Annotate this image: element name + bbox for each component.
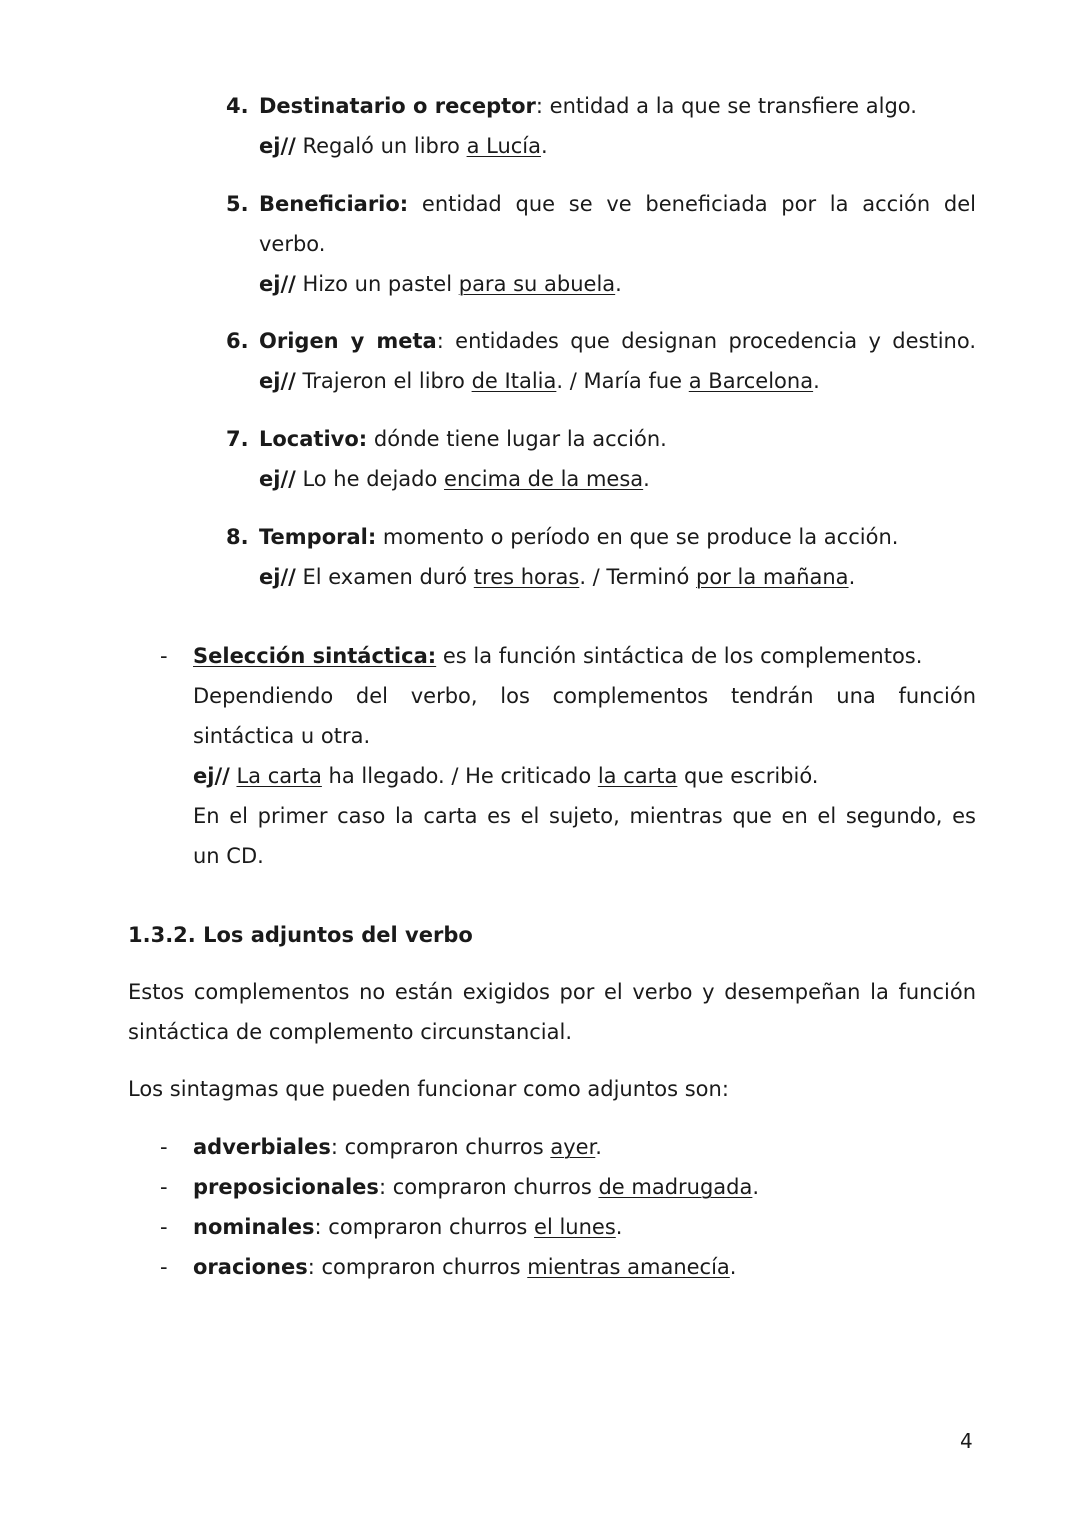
paragraph-adjuntos-intro <box>128 972 976 1052</box>
seleccion-text: En el primer caso la carta es el sujeto, mientras que en el segundo, es <box>193 804 976 828</box>
list-term: preposicionales <box>193 1175 379 1199</box>
example-label: ej// <box>259 467 296 491</box>
list-text: : compraron churros <box>314 1215 535 1239</box>
example-text: que escribió. <box>677 764 819 788</box>
list-underlined: de madrugada <box>598 1175 753 1199</box>
example-label: ej// <box>259 565 296 589</box>
list-text: . <box>595 1135 602 1159</box>
item-term: Origen y meta <box>259 329 437 353</box>
section-heading: 1.3.2. Los adjuntos del verbo <box>128 923 473 947</box>
example-text: . <box>615 272 622 296</box>
example-label: ej// <box>259 134 296 158</box>
example-underlined: la carta <box>597 764 678 788</box>
seleccion-sintactica-block <box>160 636 976 876</box>
list-text: . <box>729 1255 737 1279</box>
paragraph-line: sintáctica de complemento circunstancial. <box>128 1020 573 1044</box>
item-definition: : entidad a la que se transfiere algo. <box>535 94 917 118</box>
example-text: Trajeron el libro <box>295 369 472 393</box>
example-label: ej// <box>193 764 230 788</box>
example-text: ha llegado. / He criticado <box>321 764 598 788</box>
example-underlined: a Lucía <box>466 134 542 158</box>
example-underlined: por la mañana <box>696 565 849 589</box>
example-underlined: La carta <box>236 764 322 788</box>
page-number: 4 <box>960 1429 973 1453</box>
list-item <box>160 1127 602 1167</box>
list-text: : compraron churros <box>330 1135 551 1159</box>
list-term: nominales <box>193 1215 315 1239</box>
list-term: adverbiales <box>193 1135 331 1159</box>
list-text: . <box>615 1215 623 1239</box>
numbered-item-7 <box>226 419 976 499</box>
list-item <box>160 1167 759 1207</box>
item-definition: dónde tiene lugar la acción. <box>367 427 667 451</box>
item-number: 8. <box>226 525 249 549</box>
seleccion-text: sintáctica u otra. <box>193 724 371 748</box>
list-dash: - <box>160 1255 168 1279</box>
example-label: ej// <box>259 369 296 393</box>
example-underlined: encima de la mesa <box>444 467 644 491</box>
example-text: . / Terminó <box>579 565 696 589</box>
list-dash: - <box>160 1175 168 1199</box>
item-term: Locativo: <box>259 427 368 451</box>
numbered-item-4 <box>226 86 976 166</box>
list-text: : compraron churros <box>307 1255 528 1279</box>
list-underlined: el lunes <box>534 1215 616 1239</box>
item-term: Beneficiario: <box>259 192 409 216</box>
list-item <box>160 1247 736 1287</box>
item-definition: entidad que se ve beneficiada por la acción del <box>408 192 976 216</box>
item-number: 5. <box>226 192 249 216</box>
example-underlined: a Barcelona <box>688 369 814 393</box>
example-text: Regaló un libro <box>295 134 467 158</box>
list-underlined: mientras amanecía <box>527 1255 730 1279</box>
seleccion-text: es la función sintáctica de los complementos. <box>436 644 923 668</box>
paragraph-sintagmas: Los sintagmas que pueden funcionar como adjuntos son: <box>128 1077 729 1101</box>
example-text: . <box>848 565 856 589</box>
numbered-item-6 <box>226 321 976 401</box>
example-label: ej// <box>259 272 296 296</box>
seleccion-text: Dependiendo del verbo, los complementos tendrán una función <box>193 684 976 708</box>
list-dash: - <box>160 1135 168 1159</box>
example-text: . <box>541 134 548 158</box>
item-definition-cont: verbo. <box>259 232 326 256</box>
list-text: : compraron churros <box>378 1175 599 1199</box>
example-text: El examen duró <box>295 565 474 589</box>
item-term: Temporal: <box>259 525 377 549</box>
example-text: . <box>813 369 820 393</box>
list-dash: - <box>160 1215 168 1239</box>
seleccion-text: un CD. <box>193 844 264 868</box>
example-text: . / María fue <box>556 369 689 393</box>
list-item <box>160 1207 622 1247</box>
example-text: Hizo un pastel <box>295 272 459 296</box>
paragraph-line: Estos complementos no están exigidos por el verbo y desempeñan la función <box>128 980 976 1004</box>
numbered-item-8 <box>226 517 976 597</box>
example-text: . <box>643 467 650 491</box>
seleccion-term: Selección sintáctica: <box>193 644 437 668</box>
example-underlined: de Italia <box>471 369 557 393</box>
item-number: 4. <box>226 94 249 118</box>
example-underlined: tres horas <box>473 565 580 589</box>
item-number: 6. <box>226 329 249 353</box>
list-term: oraciones <box>193 1255 308 1279</box>
item-definition: momento o período en que se produce la acción. <box>376 525 899 549</box>
numbered-item-5 <box>226 184 976 304</box>
example-text: Lo he dejado <box>295 467 445 491</box>
list-underlined: ayer <box>550 1135 596 1159</box>
item-definition: : entidades que designan procedencia y destino. <box>436 329 977 353</box>
item-term: Destinatario o receptor <box>259 94 536 118</box>
example-underlined: para su abuela <box>458 272 616 296</box>
list-text: . <box>752 1175 760 1199</box>
list-dash: - <box>160 644 168 668</box>
item-number: 7. <box>226 427 249 451</box>
